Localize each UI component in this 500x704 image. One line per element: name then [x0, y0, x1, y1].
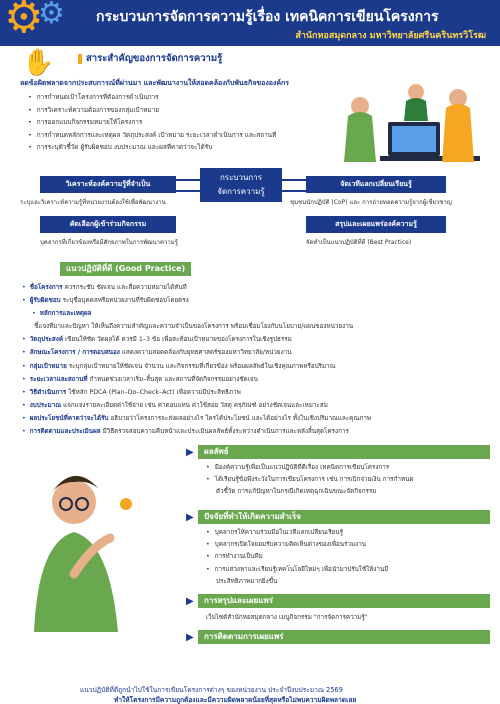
list-item — [22, 412, 494, 425]
list-item — [22, 425, 494, 438]
publish-text: เว็บไซต์สำนักหอสมุดกลาง เมนูกิจกรรม "การจัดการความรู้" — [206, 614, 368, 621]
key-points-list — [28, 91, 328, 154]
process-box-title: สรุปและเผยแพร่องค์ความรู้ — [335, 220, 417, 228]
header-banner — [0, 0, 500, 46]
arrow-icon: ▶ — [186, 596, 194, 607]
list-item: • การกำหนดหลักการและเหตุผล วัตถุประสงค์ เป้าหมาย ระยะเวลาดำเนินการ และสถานที่ — [28, 129, 328, 142]
item-label: วิธีดำเนินการ — [29, 388, 67, 396]
section-subtitle: ลดข้อผิดพลาดจากประสบการณ์ที่ผ่านมา และพัฒนางานให้สอดคล้องกับพันธกิจขององค์กร — [20, 79, 290, 87]
list-item: • มีองค์ความรู้เพื่อเป็นแนวปฏิบัติที่ดีเรื่อง เทคนิคการเขียนโครงการ — [206, 462, 413, 474]
item-label: ชื่อโครงการ — [29, 284, 63, 291]
arrow-icon: ▶ — [186, 512, 194, 523]
team-illustration — [330, 72, 490, 172]
list-item: • การวิเคราะห์ความต้องการของกลุ่มเป้าหมาย — [28, 104, 328, 117]
hand-icon: ✋ — [22, 48, 55, 78]
process-box-select — [40, 216, 176, 233]
list-item: • ได้เรียนรู้ข้อพึงระวังในการเขียนโครงการ เช่น การเบิกจ่ายเงิน การกำหนด — [206, 474, 413, 486]
success-continuation: ประสิทธิภาพมากยิ่งขึ้น — [216, 578, 278, 585]
item-text: ชี้แจงที่มาและปัญหา ให้เห็นถึงความสำคัญและความจำเป็นของโครงการ พร้อมเชื่อมโยงกับนโยบาย/แผนของหน่วยงาน — [34, 323, 354, 331]
gear-icon: ⚙ — [4, 0, 44, 43]
list-item: • การทำงานเป็นทีม — [206, 551, 388, 563]
connector-line — [282, 179, 306, 181]
item-text: เขียนให้ชัด วัดผลได้ ควรมี 1–3 ข้อ เพื่อสะท้อนเป้าหมายของโครงการในเชิงรูปธรรม — [63, 336, 292, 344]
connector-line — [176, 190, 200, 192]
process-box-title: จัดเวทีแลกเปลี่ยนเรียนรู้ — [340, 180, 412, 188]
item-text: อธิบายว่าโครงการจะส่งผลอย่างไร ใครได้ประโยชน์ และได้อย่างไร ทั้งในเชิงปริมาณและคุณภาพ — [108, 414, 372, 422]
process-box-analyze — [40, 176, 176, 193]
results-list — [206, 462, 413, 486]
item-label: การติดตามและประเมินผล — [29, 428, 101, 436]
item-text: แสดงความสอดคล้องกับยุทธศาสตร์ของมหาวิทยาลัย/หน่วยงาน — [119, 349, 292, 357]
process-box-title: วิเคราะห์องค์ความรู้ที่จำเป็น — [65, 180, 151, 188]
connector-line — [176, 179, 200, 181]
good-practice-list — [22, 281, 494, 438]
process-box-share — [306, 176, 446, 193]
item-label: ผู้รับผิดชอบ — [29, 297, 61, 305]
arrow-icon: ▶ — [186, 632, 194, 643]
process-box-title: คัดเลือกผู้เข้าร่วมกิจกรรม — [69, 220, 147, 228]
item-text: ระบุชื่อบุคคลหรือหน่วยงานที่รับผิดชอบโดยตรง — [60, 297, 189, 305]
section-title-text: สาระสำคัญของการจัดการความรู้ — [86, 53, 223, 64]
process-center — [200, 168, 282, 202]
list-item: • บุคลากรให้ความร่วมมือในเวทีแลกเปลี่ยนเรียนรู้ — [206, 527, 388, 539]
item-label: วัตถุประสงค์ — [29, 336, 64, 344]
item-text: ใช้หลัก PDCA (Plan–Do–Check–Act) เพื่อความมีประสิทธิภาพ — [66, 388, 241, 396]
connector-line — [282, 190, 306, 192]
gear-icon: ⚙ — [38, 0, 65, 31]
item-text: แจกแจงรายละเอียดค่าใช้จ่าย เช่น ค่าตอบแทน ค่าใช้สอย วัสดุ ครุภัณฑ์ อย่างชัดเจนและเหมาะสม — [61, 401, 328, 409]
success-title: ปัจจัยที่ทำให้เกิดความสำเร็จ — [198, 510, 490, 524]
list-item — [22, 346, 494, 359]
list-item: • บุคลากรเปิดใจยอมรับความคิดเห็นต่างของเพื่อนร่วมงาน — [206, 539, 388, 551]
arrow-icon: ▶ — [186, 447, 194, 458]
process-desc: ระบุและวิเคราะห์ความรู้ที่หน่วยงานต้องใช้เพื่อพัฒนางาน — [20, 199, 166, 206]
results-continuation: ตัวชี้วัด การแก้ปัญหาในกรณีเกิดเหตุฉุกเฉินขณะจัดกิจกรรม — [216, 488, 377, 495]
item-label: กลุ่มเป้าหมาย — [29, 362, 67, 370]
page-title: กระบวนการจัดการความรู้เรื่อง เทคนิคการเขียนโครงการ — [96, 9, 439, 25]
list-item — [22, 307, 494, 320]
list-item: • การระบุตัวชี้วัด ผู้รับผิดชอบ งบประมาณ และผลที่คาดว่าจะได้รับ — [28, 141, 328, 154]
process-center-line1: กระบวนการ — [219, 173, 263, 182]
footer-line-2: ทำให้โครงการมีความถูกต้องและมีความผิดพลาดน้อยที่สุดหรือไม่พบความผิดพลาดเลย — [114, 696, 357, 704]
thinker-illustration — [14, 462, 184, 632]
process-desc: บุคลากรที่เกี่ยวข้องหรือมีศักยภาพในการพัฒนาความรู้ — [40, 239, 178, 246]
list-item — [22, 399, 494, 412]
success-list — [206, 527, 388, 576]
process-desc: จัดทำเป็นแนวปฏิบัติที่ดี (Best Practice) — [306, 239, 412, 246]
item-label: ผลประโยชน์ที่คาดว่าจะได้รับ — [29, 414, 109, 422]
process-center-line2: จัดการความรู้ — [217, 187, 265, 196]
item-text: ควรกระชับ ชัดเจน และสื่อความหมายได้ทันที — [62, 284, 187, 291]
title-marker — [78, 54, 82, 64]
section-title — [78, 51, 222, 66]
followup-title: การติดตามการเผยแพร่ — [198, 630, 490, 644]
page-subtitle: สำนักหอสมุดกลาง มหาวิทยาลัยศรีนครินทรวิโรฒ — [295, 31, 486, 41]
item-text: มีวิธีตรวจสอบความคืบหน้าและประเมินผลลัพธ์ทั้งระหว่างดำเนินการและหลังสิ้นสุดโครงการ — [100, 428, 349, 436]
list-item: • การกำหนดเป้าโครงการที่ต้องการดำเนินการ — [28, 91, 328, 104]
item-text: ระบุกลุ่มเป้าหมายให้ชัดเจน จำนวน และกิจกรรมที่เกี่ยวข้อง พร้อมผลลัพธ์ในเชิงคุณภาพหรือปริมาณ — [66, 362, 336, 370]
item-label: หลักการและเหตุผล — [39, 310, 92, 318]
list-item — [22, 294, 494, 307]
footer-line-1: แนวปฏิบัติที่ดีถูกนำไปใช้ในการเขียนโครงการต่างๆ ของหน่วยงาน ประจำปีงบประมาณ 2569 — [80, 686, 343, 694]
item-label: งบประมาณ — [29, 401, 62, 409]
publish-title: การสรุปและเผยแพร่ — [198, 594, 490, 608]
item-label: ระยะเวลาและสถานที่ — [29, 375, 88, 383]
process-desc: ชุมชนนักปฏิบัติ (CoP) และ การถ่ายทอดความรู้จากผู้เชี่ยวชาญ — [290, 199, 452, 206]
good-practice-title: แนวปฏิบัติที่ดี (Good Practice) — [60, 262, 191, 276]
list-item — [22, 373, 494, 386]
list-item — [22, 320, 494, 333]
list-item — [22, 386, 494, 399]
process-box-publish — [306, 216, 446, 233]
list-item — [22, 360, 494, 373]
list-item: • การแสวงหาและเรียนรู้เทคโนโลยีใหม่ๆ เพื่อนำมาปรับใช้ให้งานมี — [206, 564, 388, 576]
list-item — [22, 333, 494, 346]
item-text: กำหนดช่วงเวลาเริ่ม–สิ้นสุด และสถานที่จัดกิจกรรมอย่างชัดเจน — [87, 375, 258, 383]
results-title: ผลลัพธ์ — [198, 445, 490, 459]
list-item: • การออกแบบกิจกรรมหมายให้โครงการ — [28, 116, 328, 129]
item-label: ลักษณะโครงการ / การตอบสนอง — [29, 349, 120, 357]
list-item — [22, 281, 494, 294]
